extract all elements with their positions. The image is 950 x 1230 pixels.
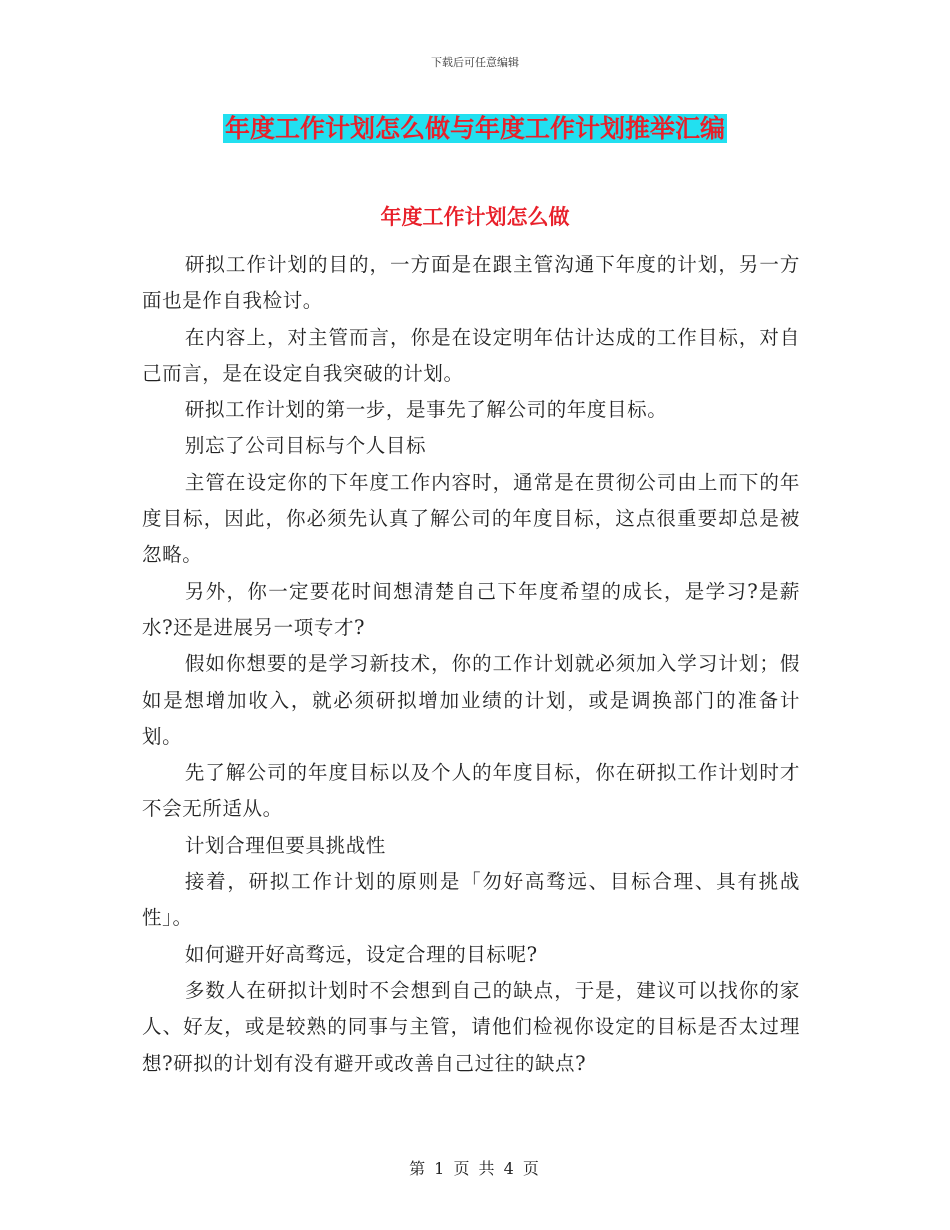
paragraph: 研拟工作计划的第一步，是事先了解公司的年度目标。 (184, 398, 668, 422)
paragraph: 在内容上，对主管而言，你是在设定明年估计达成的工作目标，对自己而言，是在设定自我突破的计划。 (142, 325, 800, 385)
paragraph: 先了解公司的年度目标以及个人的年度目标，你在研拟工作计划时才不会无所适从。 (142, 761, 800, 821)
paragraph: 多数人在研拟计划时不会想到自己的缺点，于是，建议可以找你的家人、好友，或是较熟的同事与主管，请他们检视你设定的目标是否太过理想?研拟的计划有没有避开或改善自己过往的缺点? (142, 978, 800, 1075)
paragraph: 如何避开好高骛远，设定合理的目标呢? (184, 942, 538, 966)
paragraph: 计划合理但要具挑战性 (184, 833, 386, 857)
page-footer: 第 1 页 共 4 页 (409, 1159, 541, 1178)
paragraph: 研拟工作计划的目的，一方面是在跟主管沟通下年度的计划，另一方面也是作自我检讨。 (142, 253, 800, 313)
document-body (142, 247, 800, 1082)
paragraph: 接着，研拟工作计划的原则是「勿好高骛远、目标合理、具有挑战性」。 (142, 870, 800, 930)
section-heading: 年度工作计划怎么做 (380, 204, 570, 229)
paragraph: 假如你想要的是学习新技术，你的工作计划就必须加入学习计划；假如是想增加收入，就必须研拟增加业绩的计划，或是调换部门的准备计划。 (142, 652, 800, 748)
header-note: 下载后可任意编辑 (431, 56, 519, 69)
paragraph: 另外，你一定要花时间想清楚自己下年度希望的成长，是学习?是薪水?还是进展另一项专才? (142, 579, 800, 639)
paragraph: 主管在设定你的下年度工作内容时，通常是在贯彻公司由上而下的年度目标，因此，你必须先认真了解公司的年度目标，这点很重要却总是被忽略。 (142, 470, 800, 567)
document-title-text: 年度工作计划怎么做与年度工作计划推举汇编 (224, 114, 725, 143)
document-title (0, 112, 950, 146)
paragraph: 别忘了公司目标与个人目标 (184, 434, 427, 458)
